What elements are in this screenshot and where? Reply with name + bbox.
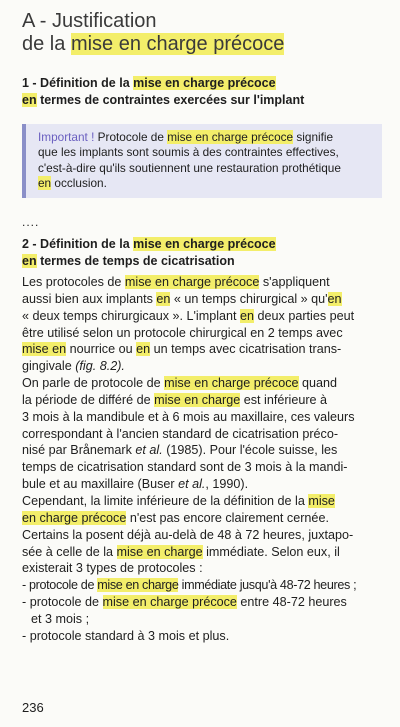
text-segment: nisé par Brånemark	[22, 443, 136, 458]
text-line	[22, 358, 387, 375]
heading-text: 1 - Définition de la	[22, 76, 134, 90]
heading-text: termes de temps de cicatrisation	[36, 254, 235, 268]
text-segment: s'appliquent	[259, 275, 330, 289]
text-line	[22, 442, 387, 459]
text-segment: quand	[298, 376, 338, 391]
section-1-heading	[22, 75, 392, 109]
list-item	[22, 577, 387, 594]
highlighted-text: en charge précoce	[22, 510, 127, 525]
text-segment: Les protocoles de	[22, 275, 125, 289]
callout-text: c'est-à-dire qu'ils soutiennent une restauration prothétique	[38, 160, 341, 175]
title-line-2	[22, 33, 382, 56]
page-number: 236	[22, 700, 44, 715]
text-line	[22, 341, 387, 358]
callout-text: signifie	[293, 130, 334, 144]
text-line	[22, 308, 387, 325]
figure-reference: (fig. 8.2).	[75, 359, 125, 374]
highlighted-text: en	[156, 291, 171, 306]
highlighted-text: en	[327, 291, 342, 306]
highlighted-text: mise en charge précoce	[133, 76, 276, 90]
text-line: correspondant à l'ancien standard de cicatrisation préco-	[22, 426, 339, 441]
body-paragraph	[22, 274, 387, 645]
text-line: être utilisé selon un protocole chirurgical en 2 temps avec	[22, 325, 343, 340]
text-line: Certains la posent déjà au-delà de 48 à 72 heures, juxtapo-	[22, 527, 354, 542]
title-text: de la	[22, 33, 71, 55]
text-segment: gingivale	[22, 359, 76, 374]
highlighted-text: mise en	[22, 342, 67, 357]
important-label: Important !	[38, 130, 95, 144]
text-segment: la période de différé de	[22, 392, 155, 407]
text-segment: bule et au maxillaire (Buser	[22, 477, 179, 492]
highlighted-text: en	[22, 93, 37, 107]
page-title	[22, 10, 382, 56]
text-line	[22, 493, 387, 510]
text-line	[22, 544, 387, 561]
text-segment: « deux temps chirurgicaux ». L'implant	[22, 308, 241, 323]
callout-text: occlusion.	[51, 176, 107, 191]
text-line: 3 mois à la mandibule et à 6 mois au maxillaire, ces valeurs	[22, 409, 355, 424]
highlighted-text: mise	[308, 493, 335, 508]
title-line-1: A - Justification	[22, 10, 157, 32]
highlighted-text: mise en charge	[97, 578, 179, 593]
text-segment: est inférieure à	[240, 392, 328, 407]
text-line	[22, 476, 387, 493]
highlighted-text: mise en charge précoce	[124, 275, 260, 289]
highlighted-text: mise en charge précoce	[102, 595, 237, 610]
highlighted-text: mise en charge	[116, 544, 203, 559]
highlighted-text: mise en charge précoce	[133, 237, 276, 251]
text-segment: et al.	[178, 477, 206, 492]
highlighted-text: en	[240, 308, 255, 323]
text-segment: Cependant, la limite inférieure de la définition de la	[22, 493, 309, 508]
important-callout-box	[22, 124, 382, 198]
highlighted-text: mise en charge	[154, 392, 241, 407]
highlighted-text: mise en charge précoce	[70, 33, 285, 55]
text-segment: aussi bien aux implants	[22, 291, 157, 306]
highlighted-text: en	[136, 342, 151, 357]
text-line	[22, 274, 387, 291]
list-item-continuation: et 3 mois ;	[31, 611, 90, 626]
highlighted-text: en	[38, 176, 52, 191]
text-segment: deux parties peut	[254, 308, 355, 323]
text-segment: nourrice ou	[66, 342, 137, 357]
callout-text: Protocole de	[94, 130, 168, 144]
text-segment: sée à celle de la	[22, 544, 117, 559]
text-segment: immédiate. Selon eux, il	[202, 544, 340, 559]
text-segment: - protocole de	[22, 578, 98, 593]
highlighted-text: mise en charge précoce	[167, 130, 294, 144]
text-segment: (1985). Pour l'école suisse, les	[162, 443, 338, 458]
text-segment: - protocole de	[22, 595, 103, 610]
callout-text: que les implants sont soumis à des contraintes effectives,	[38, 145, 339, 160]
text-segment: On parle de protocole de	[22, 376, 165, 391]
text-segment: un temps avec cicatrisation trans-	[150, 342, 342, 357]
text-segment: , 1990).	[205, 477, 249, 492]
text-segment: n'est pas encore clairement cernée.	[126, 510, 329, 525]
highlighted-text: mise en charge précoce	[164, 376, 299, 391]
text-line	[22, 291, 387, 308]
text-line	[22, 510, 387, 527]
text-line: temps de cicatrisation standard sont de 3 mois à la mandi-	[22, 460, 348, 475]
text-segment: « un temps chirurgical » qu'	[170, 291, 328, 306]
list-item	[22, 594, 387, 611]
heading-text: termes de contraintes exercées sur l'implant	[36, 93, 305, 107]
text-segment: entre 48-72 heures	[236, 595, 347, 610]
text-segment: immédiate jusqu'à 48-72 heures ;	[178, 578, 357, 593]
list-item: - protocole standard à 3 mois et plus.	[22, 628, 230, 643]
section-2-heading	[22, 236, 392, 270]
text-segment: et al.	[135, 443, 163, 458]
text-line	[22, 392, 387, 409]
heading-text: 2 - Définition de la	[22, 237, 134, 251]
ellipsis: ....	[22, 215, 40, 229]
text-line: existerait 3 types de protocoles :	[22, 561, 203, 576]
text-line	[22, 375, 387, 392]
highlighted-text: en	[22, 254, 37, 268]
